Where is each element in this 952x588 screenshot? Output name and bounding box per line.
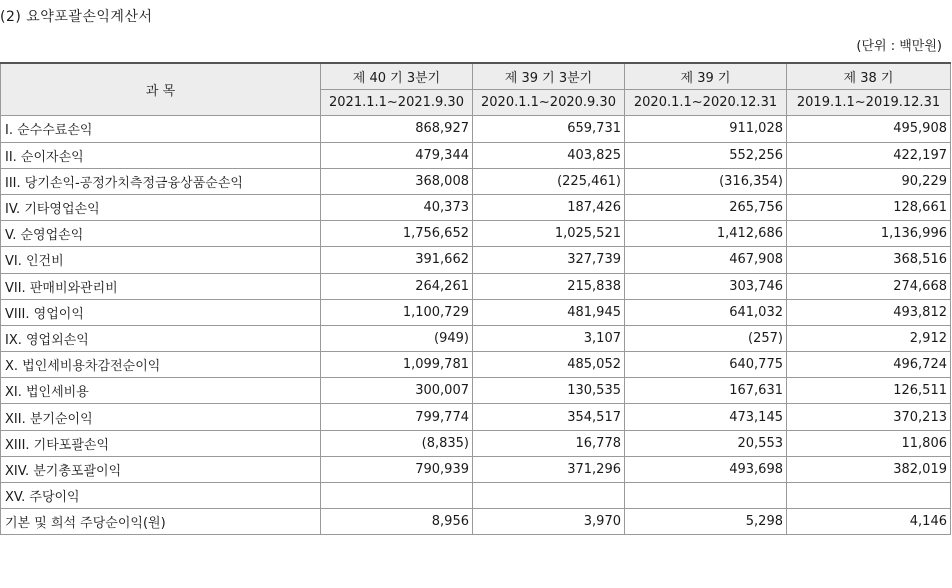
row-value-cell: 215,838 <box>473 273 625 299</box>
table-row <box>1 142 951 168</box>
row-item-label: 기본 및 희석 주당순이익(원) <box>1 509 321 535</box>
row-value-cell <box>787 483 951 509</box>
table-row <box>1 247 951 273</box>
header-period-label: 제 39 기 <box>625 63 787 90</box>
unit-label: (단위 : 백만원) <box>856 39 942 54</box>
row-value-cell: 130,535 <box>473 378 625 404</box>
table-row <box>1 352 951 378</box>
row-value-cell: 300,007 <box>321 378 473 404</box>
row-value-cell: (316,354) <box>625 168 787 194</box>
row-value-cell: 370,213 <box>787 404 951 430</box>
row-value-cell <box>625 483 787 509</box>
row-item-label: XIV. 분기총포괄이익 <box>1 456 321 482</box>
row-value-cell: 11,806 <box>787 430 951 456</box>
row-value-cell: 641,032 <box>625 299 787 325</box>
row-item-label: V. 순영업손익 <box>1 221 321 247</box>
table-row <box>1 273 951 299</box>
row-value-cell: 422,197 <box>787 142 951 168</box>
header-period-label: 제 39 기 3분기 <box>473 63 625 90</box>
row-value-cell: 264,261 <box>321 273 473 299</box>
row-value-cell: 467,908 <box>625 247 787 273</box>
row-value-cell: 327,739 <box>473 247 625 273</box>
header-item: 과 목 <box>1 63 321 116</box>
section-title: (2) 요약포괄손익계산서 <box>0 9 153 25</box>
row-value-cell: 403,825 <box>473 142 625 168</box>
table-row <box>1 221 951 247</box>
row-value-cell: 493,812 <box>787 299 951 325</box>
row-item-label: I. 순수수료손익 <box>1 116 321 142</box>
table-row <box>1 194 951 220</box>
table-header <box>1 63 951 116</box>
table-row <box>1 168 951 194</box>
row-value-cell: 493,698 <box>625 456 787 482</box>
header-period-range: 2020.1.1~2020.9.30 <box>473 90 625 116</box>
row-value-cell: 368,008 <box>321 168 473 194</box>
row-item-label: XV. 주당이익 <box>1 483 321 509</box>
row-value-cell: 640,775 <box>625 352 787 378</box>
row-value-cell: 1,756,652 <box>321 221 473 247</box>
row-value-cell: 790,939 <box>321 456 473 482</box>
row-value-cell: 799,774 <box>321 404 473 430</box>
row-value-cell: 3,970 <box>473 509 625 535</box>
row-item-label: XIII. 기타포괄손익 <box>1 430 321 456</box>
row-value-cell: (949) <box>321 325 473 351</box>
row-value-cell: 552,256 <box>625 142 787 168</box>
header-period-label: 제 38 기 <box>787 63 951 90</box>
row-value-cell: 274,668 <box>787 273 951 299</box>
row-value-cell: 1,025,521 <box>473 221 625 247</box>
row-value-cell: 16,778 <box>473 430 625 456</box>
row-value-cell: (257) <box>625 325 787 351</box>
row-value-cell: 481,945 <box>473 299 625 325</box>
row-value-cell: 2,912 <box>787 325 951 351</box>
row-value-cell: 473,145 <box>625 404 787 430</box>
table-row <box>1 325 951 351</box>
row-value-cell: 8,956 <box>321 509 473 535</box>
row-value-cell <box>321 483 473 509</box>
row-value-cell: 479,344 <box>321 142 473 168</box>
header-period-label: 제 40 기 3분기 <box>321 63 473 90</box>
table-row <box>1 456 951 482</box>
row-value-cell: 1,412,686 <box>625 221 787 247</box>
income-statement-table <box>0 62 951 535</box>
row-item-label: XII. 분기순이익 <box>1 404 321 430</box>
row-value-cell: (8,835) <box>321 430 473 456</box>
header-period-range: 2021.1.1~2021.9.30 <box>321 90 473 116</box>
row-item-label: VI. 인건비 <box>1 247 321 273</box>
row-value-cell: 371,296 <box>473 456 625 482</box>
header-row-period <box>1 63 951 90</box>
row-item-label: VIII. 영업이익 <box>1 299 321 325</box>
row-value-cell: 659,731 <box>473 116 625 142</box>
table-row <box>1 509 951 535</box>
table-body <box>1 116 951 535</box>
row-item-label: IX. 영업외손익 <box>1 325 321 351</box>
row-value-cell: 265,756 <box>625 194 787 220</box>
row-value-cell <box>473 483 625 509</box>
row-value-cell: 126,511 <box>787 378 951 404</box>
row-value-cell: 3,107 <box>473 325 625 351</box>
table-row <box>1 378 951 404</box>
row-value-cell: 128,661 <box>787 194 951 220</box>
row-item-label: X. 법인세비용차감전순이익 <box>1 352 321 378</box>
header-period-range: 2019.1.1~2019.12.31 <box>787 90 951 116</box>
row-item-label: VII. 판매비와관리비 <box>1 273 321 299</box>
row-value-cell: (225,461) <box>473 168 625 194</box>
row-value-cell: 382,019 <box>787 456 951 482</box>
row-value-cell: 1,136,996 <box>787 221 951 247</box>
row-value-cell: 368,516 <box>787 247 951 273</box>
header-period-range: 2020.1.1~2020.12.31 <box>625 90 787 116</box>
row-item-label: III. 당기손익-공정가치측정금융상품순손익 <box>1 168 321 194</box>
table-row <box>1 430 951 456</box>
row-value-cell: 911,028 <box>625 116 787 142</box>
table-row <box>1 116 951 142</box>
row-value-cell: 1,100,729 <box>321 299 473 325</box>
row-value-cell: 20,553 <box>625 430 787 456</box>
row-value-cell: 5,298 <box>625 509 787 535</box>
row-item-label: II. 순이자손익 <box>1 142 321 168</box>
row-value-cell: 167,631 <box>625 378 787 404</box>
row-value-cell: 868,927 <box>321 116 473 142</box>
row-value-cell: 496,724 <box>787 352 951 378</box>
row-item-label: XI. 법인세비용 <box>1 378 321 404</box>
table-row <box>1 299 951 325</box>
row-value-cell: 40,373 <box>321 194 473 220</box>
row-value-cell: 187,426 <box>473 194 625 220</box>
row-value-cell: 485,052 <box>473 352 625 378</box>
table-row <box>1 404 951 430</box>
row-value-cell: 1,099,781 <box>321 352 473 378</box>
row-value-cell: 495,908 <box>787 116 951 142</box>
row-value-cell: 4,146 <box>787 509 951 535</box>
row-value-cell: 391,662 <box>321 247 473 273</box>
row-value-cell: 303,746 <box>625 273 787 299</box>
row-value-cell: 90,229 <box>787 168 951 194</box>
table-row <box>1 483 951 509</box>
row-item-label: IV. 기타영업손익 <box>1 194 321 220</box>
row-value-cell: 354,517 <box>473 404 625 430</box>
